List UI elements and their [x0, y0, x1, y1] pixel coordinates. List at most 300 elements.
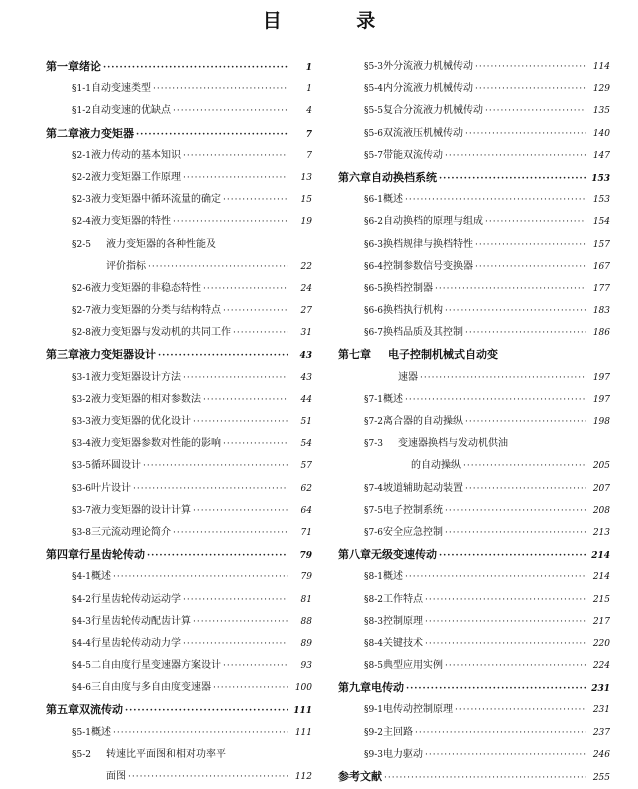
toc-entry-page-number: 231	[591, 684, 610, 695]
toc-entry-section	[46, 522, 312, 544]
dot-leader	[223, 433, 288, 455]
dot-leader	[465, 478, 586, 500]
toc-entry-code: §4-1	[72, 572, 91, 583]
toc-entry-section	[338, 633, 610, 655]
toc-entry-title: 循环圆设计	[91, 460, 141, 472]
toc-entry-title: 控制参数信号变换器	[383, 260, 473, 272]
toc-entry-page-number: 22	[300, 261, 312, 272]
dot-leader	[143, 455, 288, 477]
toc-entry-title: 自动变速类型	[91, 83, 151, 95]
toc-entry-title: 的自动操纵	[411, 460, 461, 472]
toc-entry-code: §4-5	[72, 661, 91, 672]
toc-entry-code: §9-2	[364, 727, 383, 738]
toc-entry-page-number: 31	[300, 328, 312, 339]
toc-entry-page-number: 13	[300, 172, 312, 183]
toc-entry-page-number: 1	[305, 63, 312, 73]
toc-entry-section	[46, 145, 312, 167]
toc-entry-page-number: 19	[300, 217, 312, 228]
toc-entry-code: 第五章	[46, 703, 79, 717]
toc-entry-title: 电传动	[371, 681, 404, 695]
toc-entry-section	[338, 744, 610, 766]
toc-right-column	[338, 56, 610, 788]
toc-entry-code: §5-6	[364, 128, 383, 139]
toc-entry-section	[338, 211, 610, 233]
toc-entry-title: 自动换档系统	[371, 170, 437, 184]
toc-entry-code: §9-3	[364, 749, 383, 760]
toc-entry-page-number: 183	[592, 306, 610, 317]
dot-leader	[439, 168, 586, 190]
dot-leader	[213, 677, 288, 699]
toc-entry-title: 液力变矩器的分类与结构特点	[91, 305, 221, 317]
toc-entry-page-number: 237	[592, 727, 610, 738]
toc-entry-title: 液力变矩器设计	[79, 348, 156, 362]
toc-entry-code: §7-6	[364, 527, 383, 538]
toc-entry-code: §3-4	[72, 439, 91, 450]
toc-entry-code: 第七章	[338, 348, 371, 362]
toc-entry-page-number: 154	[592, 217, 610, 228]
toc-entry-title: 双流液压机械传动	[383, 127, 463, 139]
toc-entry-page-number: 177	[592, 283, 610, 294]
toc-entry-section	[46, 278, 312, 300]
dot-leader	[133, 478, 288, 500]
toc-entry-page-number: 93	[300, 661, 312, 672]
dot-leader	[465, 322, 586, 344]
toc-entry-page-number: 81	[300, 594, 312, 605]
toc-entry-code: §2-6	[72, 283, 91, 294]
toc-entry-code: §7-1	[364, 394, 383, 405]
toc-entry-title: 无级变速传动	[371, 548, 437, 562]
dot-leader	[148, 256, 288, 278]
toc-entry-section	[338, 100, 610, 122]
toc-entry-page-number: 224	[592, 661, 610, 672]
toc-entry-page-number: 88	[300, 616, 312, 627]
toc-entry-cont	[338, 455, 610, 477]
toc-entry-title: 控制原理	[383, 615, 423, 627]
toc-entry-title: 液力变矩器工作原理	[91, 171, 181, 183]
toc-entry-title: 电传动控制原理	[383, 704, 453, 716]
toc-entry-code: §3-7	[72, 505, 91, 516]
toc-entry-code: §4-3	[72, 616, 91, 627]
toc-entry-page-number: 57	[300, 461, 312, 472]
toc-entry-code: §2-4	[72, 217, 91, 228]
toc-entry-title: 换档控制器	[383, 282, 433, 294]
toc-entry-code: §8-5	[364, 661, 383, 672]
toc-entry-page-number: 111	[293, 706, 312, 717]
toc-entry-chapter	[46, 544, 312, 566]
toc-entry-section	[46, 211, 312, 233]
toc-entry-page-number: 153	[591, 173, 610, 184]
page-title: 目 录	[262, 10, 410, 32]
toc-entry-code: §7-5	[364, 505, 383, 516]
dot-leader	[113, 722, 288, 744]
toc-entry-title: 主回路	[383, 726, 413, 738]
toc-entry-title: 液力变矩器的非稳态特性	[91, 282, 201, 294]
toc-entry-code: §4-6	[72, 683, 91, 694]
toc-entry-section	[338, 56, 610, 78]
toc-entry-title: 电子控制系统	[383, 504, 443, 516]
toc-entry-code: 第二章	[46, 126, 79, 140]
toc-entry-page-number: 186	[592, 328, 610, 339]
dot-leader	[439, 545, 586, 567]
toc-entry-section	[338, 411, 610, 433]
toc-entry-cont	[338, 367, 610, 389]
toc-entry-page-number: 220	[592, 638, 610, 649]
toc-entry-chapter	[46, 699, 312, 721]
dot-leader	[445, 300, 586, 322]
toc-entry-code: §8-1	[364, 572, 383, 583]
toc-entry-code: §6-1	[364, 195, 383, 206]
dot-leader	[203, 278, 288, 300]
dot-leader	[445, 145, 586, 167]
toc-entry-code: §6-3	[364, 239, 383, 250]
dot-leader	[445, 522, 586, 544]
toc-entry-section	[338, 699, 610, 721]
dot-leader	[203, 389, 288, 411]
toc-entry-title: 电力驱动	[383, 748, 423, 760]
toc-entry-chapter	[46, 344, 312, 366]
toc-entry-code: §5-5	[364, 106, 383, 117]
toc-entry-code: §7-3	[364, 439, 383, 450]
toc-entry-chapter	[46, 56, 312, 78]
toc-entry-page-number: 43	[300, 372, 312, 383]
dot-leader	[415, 722, 586, 744]
toc-entry-page-number: 54	[300, 439, 312, 450]
toc-entry-page-number: 27	[300, 306, 312, 317]
toc-entry-title: 液力变矩器的各种性能及	[106, 238, 216, 250]
toc-entry-code: §8-4	[364, 638, 383, 649]
toc-entry-title: 二自由度行星变速器方案设计	[91, 660, 221, 672]
toc-entry-page-number: 112	[294, 772, 312, 782]
toc-entry-title: 行星齿轮传动配齿计算	[91, 615, 191, 627]
toc-entry-chapter	[338, 344, 610, 366]
dot-leader	[233, 322, 288, 344]
toc-entry-page-number: 207	[592, 483, 610, 494]
dot-leader	[405, 189, 586, 211]
toc-entry-section	[46, 300, 312, 322]
toc-entry-page-number: 153	[592, 195, 610, 206]
toc-entry-section	[46, 677, 312, 699]
toc-entry-page-number: 205	[592, 461, 610, 472]
toc-entry-section	[46, 722, 312, 744]
toc-entry-title: 换档品质及其控制	[383, 327, 463, 339]
toc-entry-section	[338, 145, 610, 167]
toc-entry-section	[46, 78, 312, 100]
toc-entry-section	[338, 234, 610, 256]
toc-entry-code: 第四章	[46, 548, 79, 562]
toc-entry-title: 换档执行机构	[383, 305, 443, 317]
toc-entry-code: §3-2	[72, 394, 91, 405]
toc-entry-title: 电子控制机械式自动变	[388, 348, 498, 362]
toc-entry-page-number: 114	[592, 62, 610, 72]
toc-entry-title: 概述	[383, 393, 403, 405]
toc-entry-section	[338, 566, 610, 588]
dot-leader	[113, 566, 288, 588]
toc-entry-code: 第九章	[338, 681, 371, 695]
dot-leader	[223, 655, 288, 677]
toc-entry-code: §6-5	[364, 283, 383, 294]
toc-entry-title: 液力变矩器设计方法	[91, 371, 181, 383]
toc-entry-title: 工作特点	[383, 593, 423, 605]
dot-leader	[193, 411, 288, 433]
toc-entry-code: §1-2	[72, 106, 91, 117]
toc-entry-title: 液力变矩器的特性	[91, 216, 171, 228]
toc-entry-section	[46, 611, 312, 633]
toc-entry-title: 液力变矩器	[79, 126, 134, 140]
dot-leader	[425, 744, 586, 766]
dot-leader	[475, 234, 586, 256]
dot-leader	[445, 655, 586, 677]
toc-entry-code: §2-3	[72, 195, 91, 206]
toc-entry-code: §5-7	[364, 150, 383, 161]
toc-entry-code: §2-2	[72, 172, 91, 183]
toc-entry-section	[46, 389, 312, 411]
toc-entry-title: 自动换档的原理与组成	[383, 216, 483, 228]
toc-entry-page-number: 24	[300, 283, 312, 294]
toc-entry-title: 液力变矩器参数对性能的影响	[91, 438, 221, 450]
toc-entry-section	[46, 633, 312, 655]
toc-entry-title: 液力变矩器中循环流量的确定	[91, 194, 221, 206]
toc-entry-code: §1-1	[72, 84, 91, 95]
toc-entry-code: §6-2	[364, 217, 383, 228]
toc-entry-section	[338, 123, 610, 145]
dot-leader	[183, 167, 288, 189]
toc-entry-code: §4-4	[72, 638, 91, 649]
dot-leader	[193, 611, 288, 633]
dot-leader	[183, 367, 288, 389]
toc-entry-page-number: 79	[300, 572, 312, 583]
toc-entry-code: §3-6	[72, 483, 91, 494]
dot-leader	[147, 545, 288, 567]
dot-leader	[173, 100, 288, 122]
toc-entry-code: §8-3	[364, 616, 383, 627]
toc-entry-title: 叶片设计	[91, 482, 131, 494]
toc-entry-page-number: 217	[592, 616, 610, 627]
toc-entry-title: 带能双流传动	[383, 149, 443, 161]
toc-entry-title: 绪论	[79, 60, 101, 73]
toc-entry-section	[46, 234, 312, 256]
dot-leader	[475, 256, 586, 278]
toc-entry-section	[46, 455, 312, 477]
toc-entry-code: §2-1	[72, 150, 91, 161]
toc-entry-title: 评价指标	[106, 260, 146, 272]
toc-entry-page-number: 111	[294, 727, 312, 738]
toc-entry-title: 转速比平面图和相对功率平	[106, 748, 226, 760]
dot-leader	[406, 678, 586, 700]
toc-entry-page-number: 4	[306, 106, 312, 117]
toc-entry-page-number: 198	[592, 417, 610, 427]
toc-entry-page-number: 7	[306, 150, 312, 161]
toc-entry-page-number: 44	[300, 394, 312, 405]
toc-entry-code: §5-3	[364, 62, 383, 72]
dot-leader	[485, 100, 586, 122]
toc-entry-code: §6-7	[364, 328, 383, 339]
toc-entry-title: 双流传动	[79, 703, 123, 717]
toc-entry-page-number: 167	[592, 261, 610, 272]
toc-entry-title: 液力变矩器的设计计算	[91, 504, 191, 516]
toc-entry-page-number: 71	[300, 527, 312, 538]
toc-entry-section	[338, 389, 610, 411]
toc-entry-title: 液力变矩器的优化设计	[91, 416, 191, 427]
toc-entry-title: 速器	[398, 371, 418, 383]
dot-leader	[173, 211, 288, 233]
toc-left-column	[46, 56, 312, 788]
toc-entry-code: 第三章	[46, 348, 79, 362]
dot-leader	[445, 500, 586, 522]
toc-entry-title: 液力变矩器的相对参数法	[91, 393, 201, 405]
toc-entry-page-number: 214	[592, 572, 610, 583]
toc-entry-page-number: 1	[306, 84, 312, 95]
toc-entry-chapter	[46, 123, 312, 145]
dot-leader	[125, 700, 288, 722]
toc-entry-section	[338, 522, 610, 544]
toc-entry-page-number: 197	[592, 372, 610, 383]
toc-entry-page-number: 157	[592, 239, 610, 250]
dot-leader	[475, 56, 586, 78]
dot-leader	[475, 78, 586, 100]
toc-entry-section	[338, 189, 610, 211]
toc-entry-section	[338, 722, 610, 744]
toc-entry-title: 行星齿轮传动	[79, 548, 145, 562]
toc-entry-page-number: 7	[305, 129, 312, 140]
toc-entry-code: 第六章	[338, 170, 371, 184]
toc-entry-title: 三元流动理论简介	[91, 526, 171, 538]
toc-entry-title: 概述	[383, 194, 403, 206]
dot-leader	[463, 455, 586, 477]
toc-entry-code: §2-5	[72, 239, 91, 250]
toc-entry-code: 第一章	[46, 60, 79, 73]
toc-entry-page-number: 147	[592, 150, 610, 161]
toc-entry-code: 第八章	[338, 548, 371, 562]
toc-entry-refs	[338, 766, 610, 788]
toc-entry-section	[46, 433, 312, 455]
toc-entry-title: 自动变速的优缺点	[91, 105, 171, 117]
toc-entry-title: 行星齿轮传动运动学	[91, 593, 181, 605]
toc-entry-page-number: 135	[592, 106, 610, 117]
toc-entry-code: §5-2	[72, 749, 91, 760]
toc-entry-code: §3-8	[72, 527, 91, 538]
toc-entry-section	[46, 322, 312, 344]
toc-entry-section	[338, 256, 610, 278]
dot-leader	[183, 633, 288, 655]
toc-entry-title: 概述	[383, 571, 403, 583]
toc-entry-title: 复合分流液力机械传动	[383, 105, 483, 117]
toc-entry-section	[46, 589, 312, 611]
toc-entry-title: 内分流液力机械传动	[383, 83, 473, 95]
toc-entry-title: 参考文献	[338, 770, 382, 783]
toc-entry-page-number: 43	[299, 351, 312, 362]
toc-entry-section	[46, 367, 312, 389]
toc-entry-code: §5-1	[72, 727, 91, 738]
toc-entry-page-number: 208	[592, 505, 610, 516]
toc-entry-code: §5-4	[364, 84, 383, 95]
dot-leader	[183, 145, 288, 167]
toc-entry-section	[46, 744, 312, 766]
toc-entry-section	[338, 300, 610, 322]
toc-entry-code: §4-2	[72, 594, 91, 605]
dot-leader	[425, 611, 586, 633]
toc-entry-page-number: 140	[592, 128, 610, 139]
toc-entry-section	[338, 478, 610, 500]
toc-entry-title: 安全应急控制	[383, 526, 443, 538]
toc-entry-section	[338, 611, 610, 633]
toc-entry-page-number: 64	[300, 505, 312, 516]
toc-entry-page-number: 197	[592, 394, 610, 405]
toc-entry-page-number: 255	[592, 773, 610, 783]
toc-entry-page-number: 214	[591, 551, 610, 562]
dot-leader	[158, 345, 288, 367]
dot-leader	[405, 389, 586, 411]
toc-entry-page-number: 15	[300, 195, 312, 206]
toc-entry-title: 液力变矩器与发动机的共同工作	[91, 327, 231, 339]
toc-entry-section	[338, 433, 610, 455]
dot-leader	[435, 278, 586, 300]
toc-entry-title: 液力传动的基本知识	[91, 149, 181, 161]
dot-leader	[425, 589, 586, 611]
toc-entry-page-number: 213	[592, 527, 610, 538]
toc-entry-section	[338, 78, 610, 100]
toc-entry-code: §6-6	[364, 306, 383, 317]
toc-entry-title: 关键技术	[383, 637, 423, 649]
toc-entry-page-number: 246	[592, 749, 610, 760]
dot-leader	[465, 123, 586, 145]
dot-leader	[425, 633, 586, 655]
dot-leader	[173, 522, 288, 544]
toc-entry-code: §9-1	[364, 705, 383, 716]
toc-entry-cont	[46, 766, 312, 788]
toc-entry-page-number: 231	[592, 705, 610, 716]
toc-entry-code: §8-2	[364, 594, 383, 605]
toc-entry-code: §6-4	[364, 261, 383, 272]
toc-entry-page-number: 79	[299, 551, 312, 562]
dot-leader	[128, 766, 288, 788]
toc-entry-chapter	[338, 544, 610, 566]
toc-entry-title: 变速器换档与发动机供油	[398, 438, 508, 450]
dot-leader	[103, 57, 288, 79]
toc-entry-chapter	[338, 167, 610, 189]
dot-leader	[465, 411, 586, 433]
toc-entry-code: §3-5	[72, 461, 91, 472]
toc-entry-page-number: 129	[592, 84, 610, 95]
toc-entry-title: 坡道辅助起动装置	[383, 482, 463, 494]
toc-entry-title: 概述	[91, 726, 111, 738]
toc-entry-page-number: 89	[300, 638, 312, 649]
dot-leader	[136, 124, 288, 146]
dot-leader	[153, 78, 288, 100]
toc-entry-section	[338, 500, 610, 522]
toc-entry-title: 面图	[106, 771, 126, 782]
toc-entry-section	[46, 100, 312, 122]
toc-entry-page-number: 215	[592, 594, 610, 605]
toc-entry-title: 换档规律与换档特性	[383, 238, 473, 250]
dot-leader	[485, 211, 586, 233]
dot-leader	[223, 300, 288, 322]
dot-leader	[223, 189, 288, 211]
toc-entry-section	[46, 566, 312, 588]
toc-entry-section	[46, 500, 312, 522]
toc-entry-chapter	[338, 677, 610, 699]
toc-entry-section	[338, 655, 610, 677]
toc-entry-section	[46, 411, 312, 433]
toc-entry-page-number: 62	[300, 483, 312, 494]
toc-entry-page-number: 100	[294, 683, 312, 694]
toc-entry-title: 离合器的自动操纵	[383, 416, 463, 427]
toc-entry-title: 概述	[91, 571, 111, 583]
toc-entry-section	[46, 189, 312, 211]
toc-entry-section	[338, 278, 610, 300]
toc-entry-section	[338, 589, 610, 611]
dot-leader	[420, 367, 586, 389]
toc-entry-code: §7-2	[364, 417, 383, 427]
